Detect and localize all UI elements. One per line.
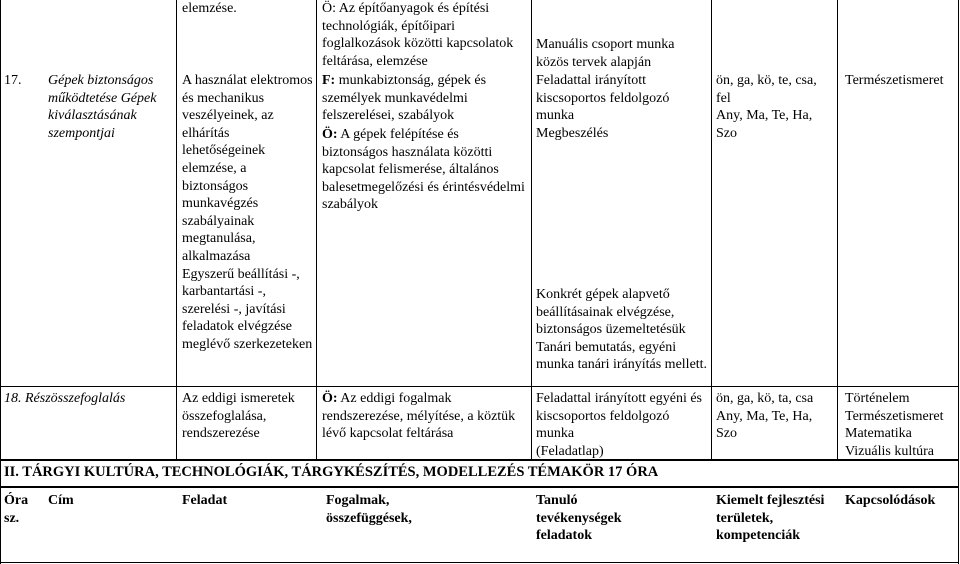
table-border-left — [0, 0, 1, 564]
row-divider — [0, 459, 959, 461]
col-divider — [711, 0, 712, 460]
row18-concepts-text: Az eddigi fogalmak rendszerezése, mélyítése, a köztük lévő kapcsolat feltárása — [322, 391, 516, 442]
col-divider — [316, 0, 317, 460]
row18-concepts: Ö: Az eddigi fogalmak rendszerezése, mélyítése, a köztük lévő kapcsolat feltárása — [322, 391, 516, 442]
row17-number: 17. — [4, 73, 22, 88]
row17-concepts-f: F: munkabiztonság, gépek és személyek munkavédelmi felszerelései, szabályok — [322, 73, 487, 124]
header-task: Feladat — [182, 493, 228, 508]
col-divider — [531, 0, 532, 460]
header-title: Cím — [48, 493, 74, 508]
row16-activities: Manuális csoport munka közös tervek alapján — [536, 37, 675, 70]
row18-competencies: ön, ga, kö, ta, csa Any, Ma, Te, Ha, Szo — [716, 391, 814, 442]
row18-activities: Feladattal irányított egyéni és kiscsoportos feldolgozó munka (Feladatlap) — [536, 391, 703, 459]
header-student: Tanuló tevékenységek feladatok — [536, 493, 622, 544]
header-hour: Óra sz. — [4, 493, 29, 526]
row18-connections: Történelem Természetismeret Matematika Vizuális kultúra — [845, 391, 944, 459]
row-divider — [0, 486, 959, 488]
header-competencies: Kiemelt fejlesztési területek, kompetenciák — [716, 493, 825, 544]
table-border-right — [958, 0, 959, 564]
row17-activities-2: Konkrét gépek alapvető beállításainak elvégzése, biztonságos üzemeltetésük Tanári bemutatás, egyéni munka tanári irányítás mellett. — [536, 287, 708, 373]
row18-title: 18. Részösszefoglalás — [4, 391, 126, 406]
row18-task: Az eddigi ismeretek összefoglalása, rendszerezése — [182, 391, 295, 442]
col-divider — [176, 0, 177, 460]
row17-task: A használat elektromos és mechanikus veszélyeinek, az elhárítás lehetőségeinek elemzése, a biztonságos munkavégzés szabályainak megtanulása, alkalmazása Egyszerű beállítási -, karbantartási -, szerelési -, javítási feladatok elvégzése meglévő szerkezeteken — [182, 73, 313, 352]
row17-concepts-o-text: A gépek felépítése és biztonságos használata közötti kapcsolat felismerése, általános balesetmegelőzési és érintésvédelmi szabályok — [322, 127, 525, 213]
row16-task-tail: elemzése. — [182, 1, 237, 16]
header-connections: Kapcsolódások — [845, 493, 936, 508]
row17-concepts-o: Ö: A gépek felépítése és biztonságos használata közötti kapcsolat felismerése, általános balesetmegelőzési és érintésvédelmi szabályok — [322, 127, 525, 213]
row17-connections: Természetismeret — [845, 73, 944, 88]
row17-title: Gépek biztonságos működtetése Gépek kiválasztásának szempontjai — [48, 73, 157, 141]
row17-activities-1: Feladattal irányított kiscsoportos feldolgozó munka Megbeszélés — [536, 73, 670, 141]
col-divider — [837, 0, 838, 460]
table-border-bottom — [0, 562, 959, 563]
section-title: II. TÁRGYI KULTÚRA, TECHNOLÓGIÁK, TÁRGYKÉSZÍTÉS, MODELLEZÉS TÉMAKÖR 17 ÓRA — [4, 464, 659, 480]
row-divider — [0, 386, 959, 387]
row17-concepts-f-text: munkabiztonság, gépek és személyek munkavédelmi felszerelései, szabályok — [322, 73, 487, 124]
row16-concepts: Ö: Az építőanyagok és építési technológiák, építőipari foglalkozások közötti kapcsolatok feltárása, elemzése — [322, 1, 514, 69]
header-concepts: Fogalmak, összefüggések, — [326, 493, 412, 526]
row17-competencies: ön, ga, kö, te, csa, fel Any, Ma, Te, Ha, Szo — [716, 73, 817, 141]
